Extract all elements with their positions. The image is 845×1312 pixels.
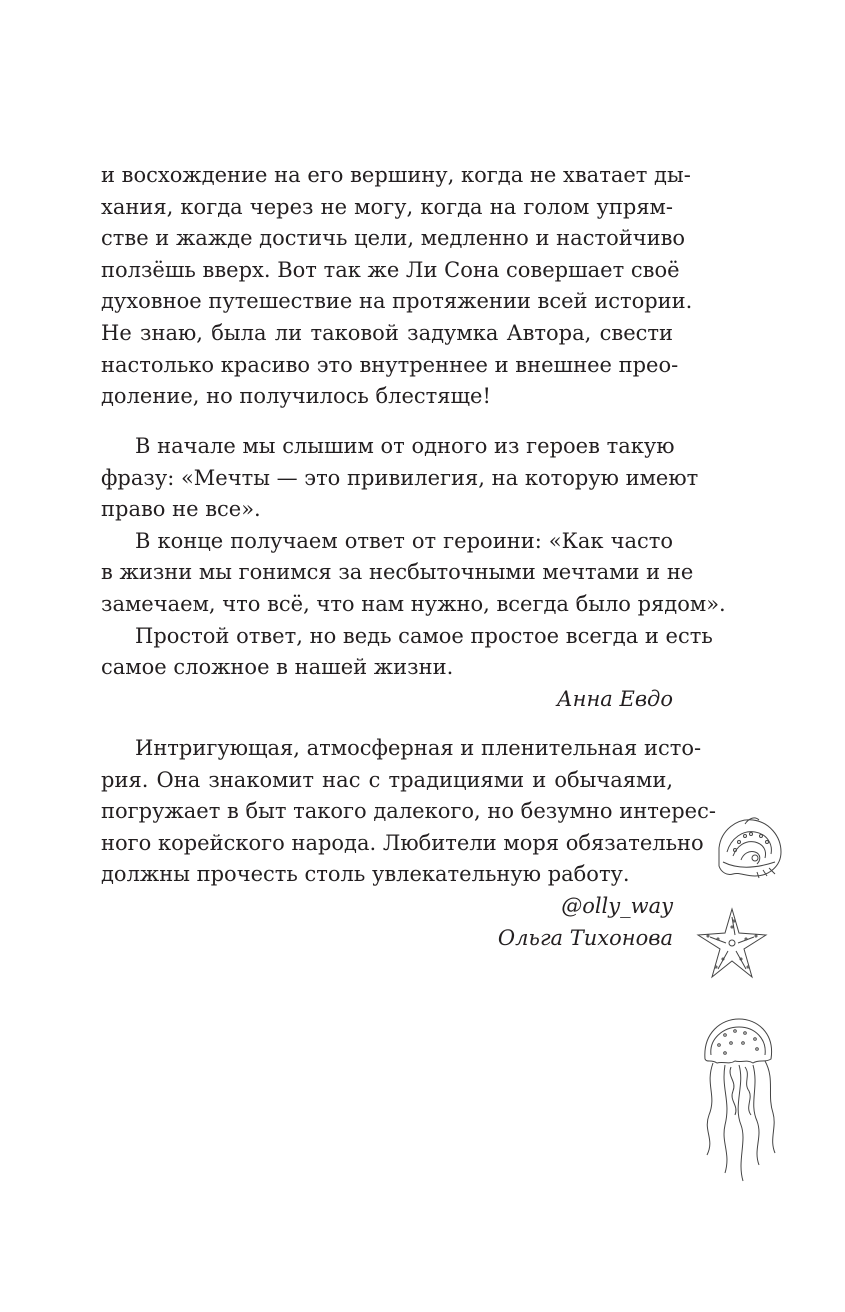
- text-line: Простой ответ, но ведь самое простое всегда и есть: [135, 623, 713, 648]
- signature-anna-evdo: Анна Евдо: [556, 686, 673, 711]
- text-line: хания, когда через не могу, когда на голом упрям-: [101, 194, 673, 219]
- text-line: погружает в быт такого далекого, но безумно интерес-: [101, 799, 716, 824]
- text-line: в жизни мы гонимся за несбыточными мечтами и не: [101, 560, 694, 585]
- text-line: и восхождение на его вершину, когда не хватает ды-: [101, 163, 691, 187]
- text-line: замечаем, что всё, что нам нужно, всегда было рядом».: [101, 591, 726, 616]
- text-line: настолько красиво это внутреннее и внешнее прео-: [101, 352, 679, 377]
- text-line: духовное путешествие на протяжении всей истории.: [101, 289, 693, 314]
- instagram-handle: @olly_way: [561, 893, 673, 918]
- text-line: В конце получаем ответ от героини: «Как часто: [135, 528, 673, 553]
- jellyfish-icon: [695, 1015, 781, 1185]
- starfish-icon: [694, 905, 770, 981]
- text-line: ползёшь вверх. Вот так же Ли Сона совершает своё: [101, 257, 680, 282]
- text-line: стве и жажде достичь цели, медленно и настойчиво: [101, 226, 686, 251]
- text-line: фразу: «Мечты — это привилегия, на которую имеют: [101, 465, 699, 490]
- signature-olga-tikhonova: Ольга Тихонова: [497, 925, 673, 950]
- text-line: самое сложное в нашей жизни.: [101, 655, 454, 680]
- review-dreams: [101, 431, 726, 715]
- review-anna-continued: [101, 160, 693, 413]
- text-line: должны прочесть столь увлекательную работу.: [101, 862, 630, 887]
- text-line: право не все».: [101, 497, 261, 522]
- text-line: рия. Она знакомит нас с традициями и обычаями,: [101, 767, 673, 792]
- review-olga: [101, 733, 716, 954]
- seashell-icon: [715, 812, 787, 884]
- text-line: ного корейского народа. Любители моря обязательно: [101, 830, 704, 855]
- text-line: Интригующая, атмосферная и пленительная исто-: [135, 736, 702, 760]
- text-line: В начале мы слышим от одного из героев такую: [135, 434, 675, 458]
- text-line: доление, но получилось блестяще!: [101, 384, 491, 409]
- text-line: Не знаю, была ли таковой задумка Автора, свести: [101, 320, 673, 345]
